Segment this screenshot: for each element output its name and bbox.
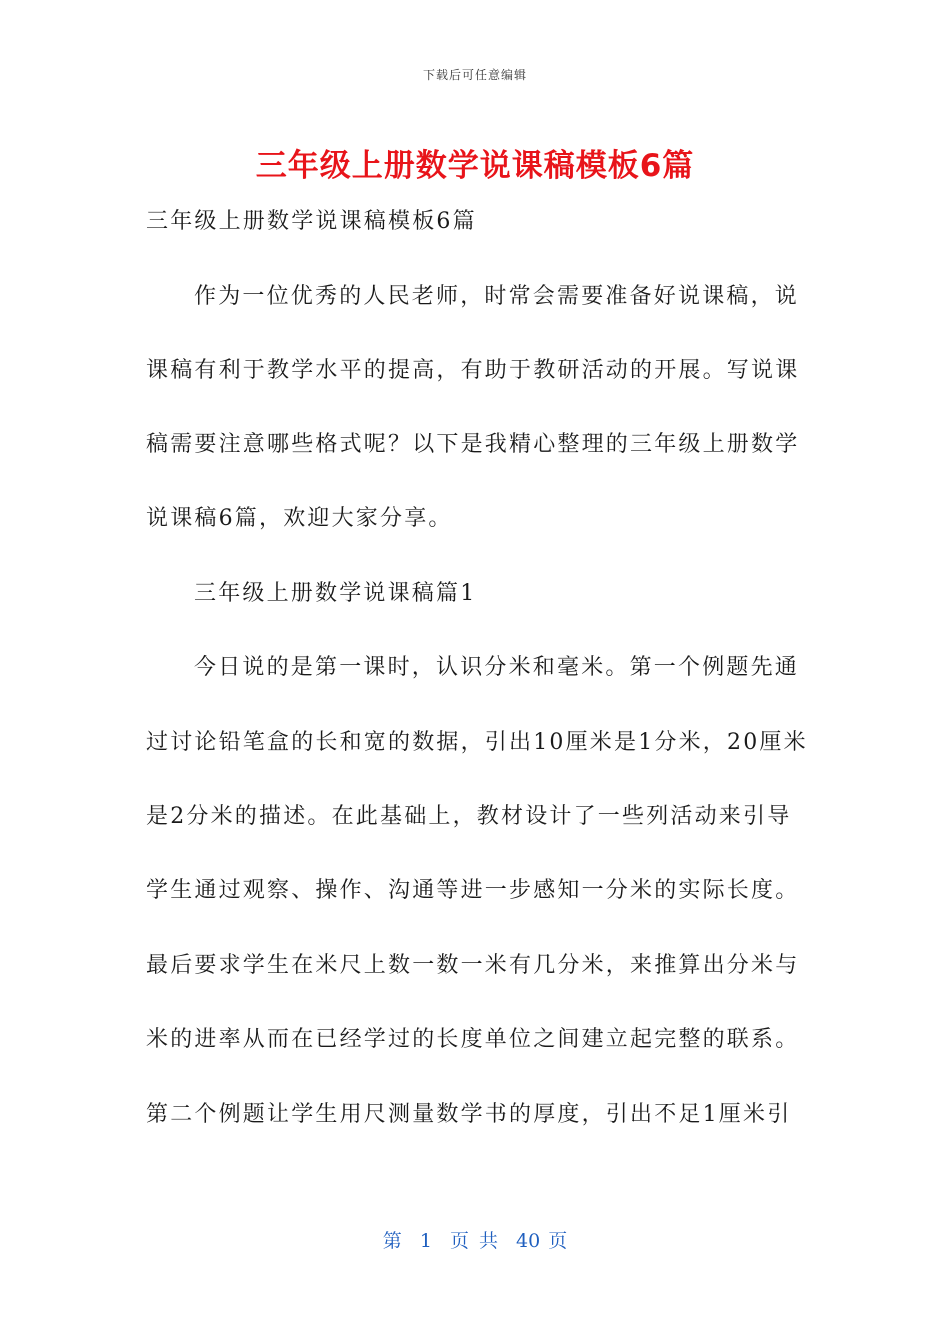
paragraph-line: 稿需要注意哪些格式呢？以下是我精心整理的三年级上册数学: [146, 432, 800, 457]
header-note: 下载后可任意编辑: [422, 68, 527, 82]
paragraph-line: 是2分米的描述。在此基础上，教材设计了一些列活动来引导: [146, 804, 792, 829]
paragraph-line: 作为一位优秀的人民老师，时常会需要准备好说课稿，说: [194, 284, 800, 309]
paragraph-line: 说课稿6篇，欢迎大家分享。: [146, 506, 453, 531]
page-footer: [0, 1226, 950, 1253]
document-title: 三年级上册数学说课稿模板6篇: [255, 148, 695, 184]
paragraph-line: 最后要求学生在米尺上数一数一米有几分米，来推算出分米与: [146, 953, 800, 978]
paragraph-line: 学生通过观察、操作、沟通等进一步感知一分米的实际长度。: [146, 878, 800, 903]
footer-page-number: 1: [419, 1230, 432, 1252]
paragraph-line: 课稿有利于教学水平的提高，有助于教研活动的开展。写说课: [146, 358, 800, 383]
footer-total-pages: 40: [516, 1230, 541, 1252]
section-heading: 三年级上册数学说课稿篇1: [194, 581, 477, 606]
document-subtitle: 三年级上册数学说课稿模板6篇: [146, 209, 477, 234]
footer-suffix: 页: [548, 1230, 568, 1252]
paragraph-line: 第二个例题让学生用尺测量数学书的厚度，引出不足1厘米引: [146, 1102, 792, 1127]
paragraph-line: 今日说的是第一课时，认识分米和毫米。第一个例题先通: [194, 655, 800, 680]
paragraph-line: 米的进率从而在已经学过的长度单位之间建立起完整的联系。: [146, 1027, 800, 1052]
paragraph-line: 过讨论铅笔盒的长和宽的数据，引出10厘米是1分米，20厘米: [146, 730, 808, 755]
footer-middle: 页 共: [449, 1230, 498, 1252]
footer-prefix: 第: [382, 1230, 402, 1252]
